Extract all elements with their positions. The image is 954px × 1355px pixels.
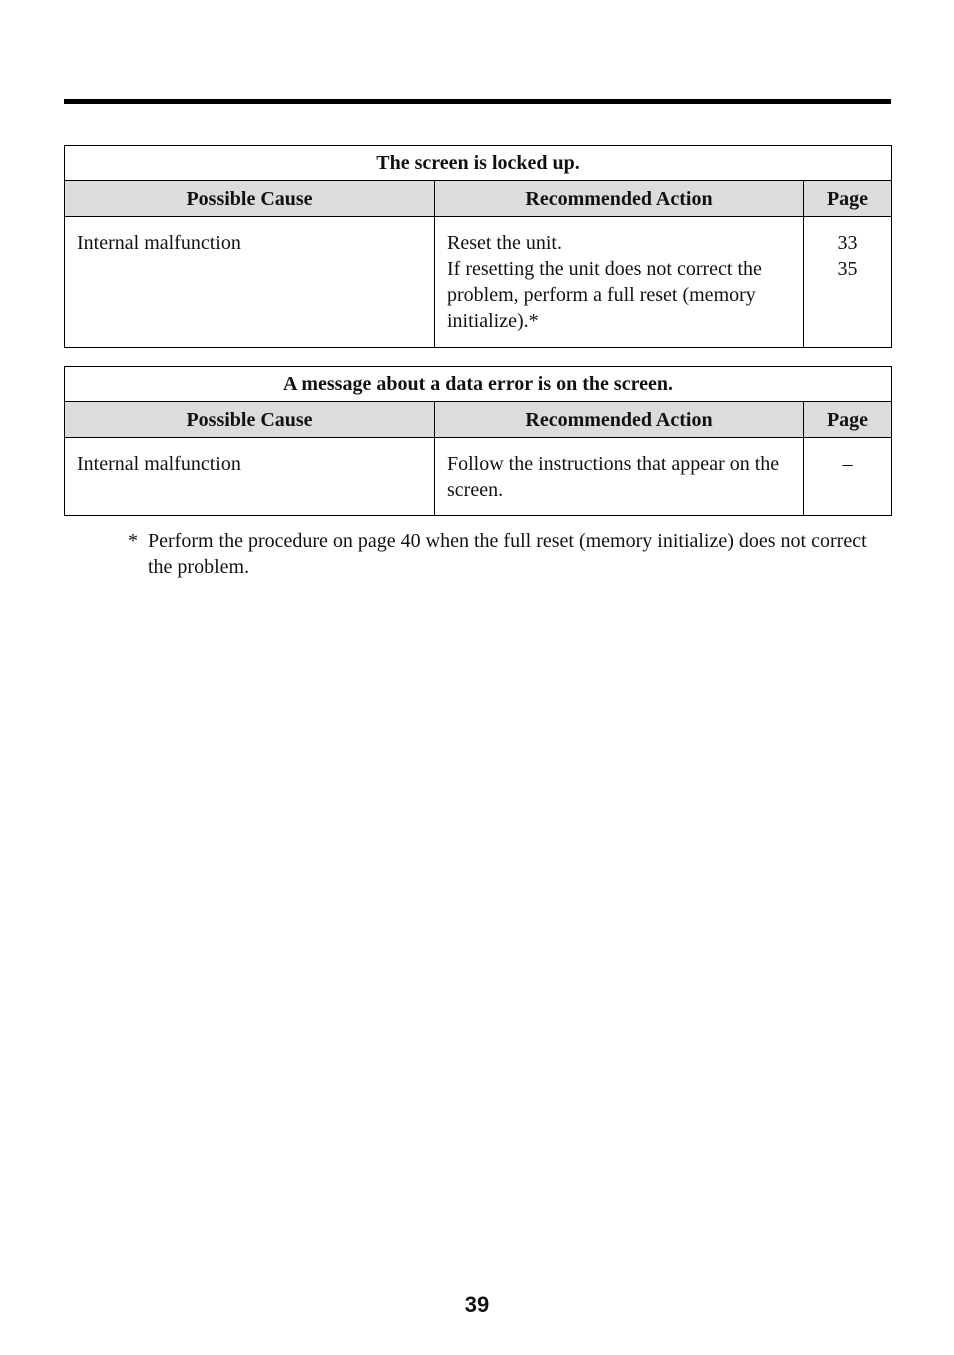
trouble-table-screen-locked xyxy=(64,145,892,348)
table-title: A message about a data error is on the screen. xyxy=(65,367,892,402)
header-recommended-action: Recommended Action xyxy=(435,402,804,438)
page-cell xyxy=(804,217,892,348)
page-ref: 35 xyxy=(837,258,858,280)
footnote-text: Perform the procedure on page 40 when the full reset (memory initialize) does not correct the problem. xyxy=(148,530,867,578)
table-title: The screen is locked up. xyxy=(65,146,892,181)
page-number: 39 xyxy=(464,1292,490,1317)
action-line: Reset the unit. xyxy=(447,232,562,254)
action-line: Follow the instructions that appear on the screen. xyxy=(447,453,780,501)
page-ref: 33 xyxy=(837,232,858,254)
action-cell xyxy=(435,217,804,348)
header-possible-cause: Possible Cause xyxy=(65,181,435,217)
page-ref: – xyxy=(842,453,853,475)
footnote-mark: * xyxy=(128,530,138,552)
cause-cell: Internal malfunction xyxy=(65,438,435,516)
header-recommended-action: Recommended Action xyxy=(435,181,804,217)
action-cell xyxy=(435,438,804,516)
table-row xyxy=(65,438,892,516)
top-rule xyxy=(64,99,891,104)
header-possible-cause: Possible Cause xyxy=(65,402,435,438)
page-cell xyxy=(804,438,892,516)
header-page: Page xyxy=(804,181,892,217)
header-page: Page xyxy=(804,402,892,438)
trouble-table-data-error xyxy=(64,366,892,516)
table-row xyxy=(65,217,892,348)
action-line: If resetting the unit does not correct the problem, perform a full reset (memory initialize).* xyxy=(447,258,762,332)
cause-cell: Internal malfunction xyxy=(65,217,435,348)
footnote xyxy=(128,528,868,580)
